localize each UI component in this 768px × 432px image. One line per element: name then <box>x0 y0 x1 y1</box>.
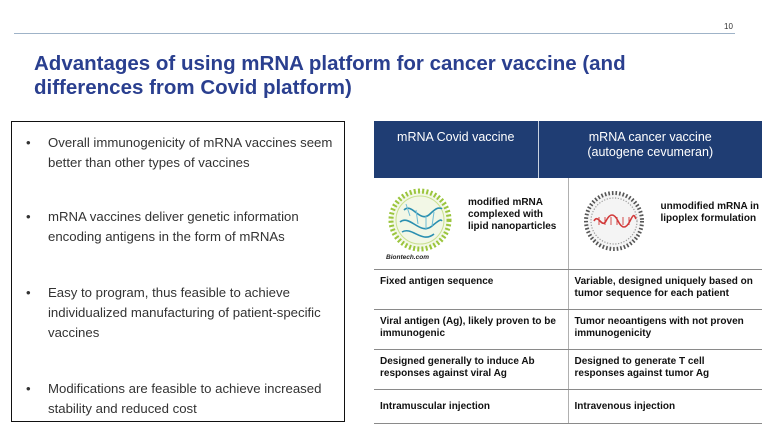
image-cell-cancer <box>569 178 763 269</box>
image-cell-covid <box>374 178 569 269</box>
table-cell: Tumor neoantigens with not proven immunogenicity <box>574 316 744 339</box>
bullet-item <box>26 207 340 247</box>
bullet-box <box>11 121 345 422</box>
table-cell: Fixed antigen sequence <box>374 270 569 309</box>
header-cancer: mRNA cancer vaccine (autogene cevumeran) <box>587 130 714 159</box>
bullet-dot-icon: • <box>26 381 31 396</box>
header-rule <box>14 33 735 34</box>
header-covid: mRNA Covid vaccine <box>374 121 539 178</box>
comparison-table <box>374 121 762 424</box>
image-label-cancer: unmodified mRNA in lipoplex formulation <box>660 201 760 224</box>
table-cell: Variable, designed uniquely based on tumor sequence for each patient <box>574 276 753 299</box>
page-number: 10 <box>724 22 733 31</box>
image-label-covid: modified mRNA complexed with lipid nanoparticles <box>468 197 557 232</box>
slide-title: Advantages of using mRNA platform for cancer vaccine (and differences from Covid platform) <box>34 52 626 99</box>
lipoplex-icon <box>577 184 651 258</box>
bullet-text: Easy to program, thus feasible to achieve individualized manufacturing of patient-specific vaccines <box>48 285 321 340</box>
bullet-text: Overall immunogenicity of mRNA vaccines seem better than other types of vaccines <box>48 135 333 170</box>
image-row <box>374 178 762 270</box>
bullet-dot-icon: • <box>26 285 31 300</box>
table-row <box>374 310 762 350</box>
bullet-text: Modifications are feasible to achieve increased stability and reduced cost <box>48 381 322 416</box>
table-cell: Intravenous injection <box>574 401 676 412</box>
table-cell: Viral antigen (Ag), likely proven to be immunogenic <box>374 310 569 349</box>
table-cell: Designed to generate T cell responses against tumor Ag <box>574 356 710 379</box>
table-row <box>374 390 762 424</box>
table-row <box>374 350 762 390</box>
bullet-item <box>26 283 340 343</box>
table-header <box>374 121 762 178</box>
bullet-item <box>26 379 340 419</box>
table-row <box>374 270 762 310</box>
bullet-dot-icon: • <box>26 135 31 150</box>
image-credit: Biontech.com <box>386 254 429 261</box>
table-cell: Intramuscular injection <box>374 390 569 423</box>
bullet-text: mRNA vaccines deliver genetic information encoding antigens in the form of mRNAs <box>48 209 299 244</box>
table-cell: Designed generally to induce Ab responses against viral Ag <box>374 350 569 389</box>
bullet-dot-icon: • <box>26 209 31 224</box>
bullet-item <box>26 133 340 173</box>
lipid-nanoparticle-icon <box>380 180 460 260</box>
